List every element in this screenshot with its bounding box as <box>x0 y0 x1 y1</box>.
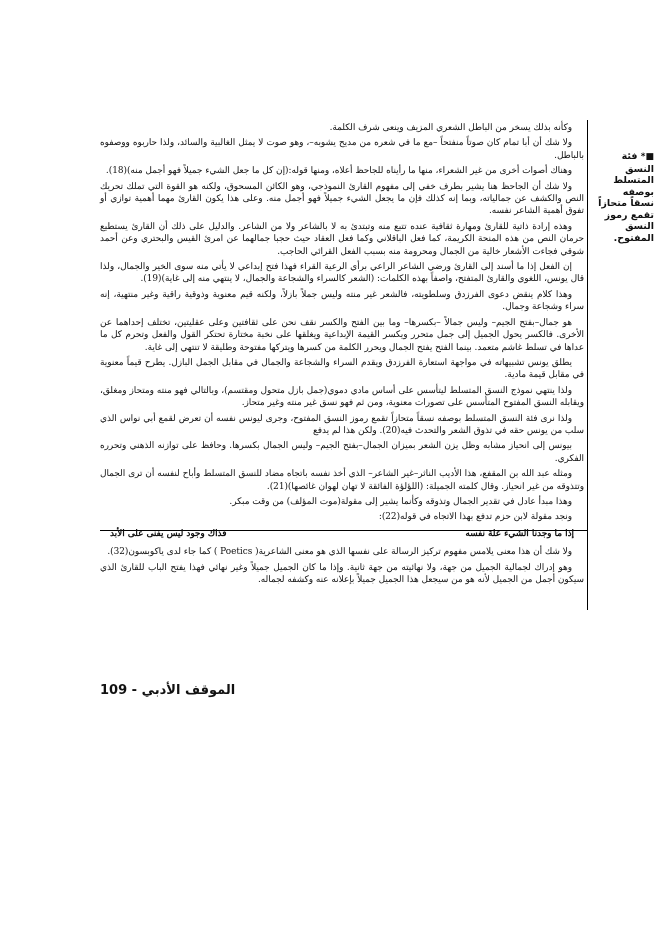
paragraph: ولذا نرى فئة النسق المتسلط بوصفه نسقاً متحازاً تقمع رموز النسق المفتوح، وجرى ليونس نفسه أن تعرض لقمع أبي نواس الذي سلب من يونس حقه في تذوق الشعر والتحدث فيه(20). ولكن هذا لم يدفع <box>100 413 584 436</box>
paragraph: ولا شك أن هذا معنى يلامس مفهوم تركيز الرسالة على نفسها الذي هو معنى الشاعرية( Poetics ) كما جاء لدى ياكوبسون(32). <box>107 547 572 558</box>
paragraph: ولا شك أن الجاحظ هنا يشير بطرف خفي إلى مفهوم القارئ النموذجي، وهو الكائن المسحوق، ولكنه هو القوة التي تملك تحريك النص والكشف عن جمالياته، وبما إنه كذلك فإن ما يجعل الشيء جميلاً فهو أجمل منه. وعلى هذا يكون القارئ مهما أهمية توازي أو تفوق أهمية الشاعر نفسه. <box>100 181 584 217</box>
paragraph: إن الفعل إذا ما أسند إلى القارئ ورضي الشاعر الراعي برأي الرعية القراء فهذا فتح إبداعي لا يأتي منه سوى الخير والجمال، ولذا قال يونس، اللغوي والقارئ المتفتح، واصفاً بهذه الكلمات: (الشعر كالسراء والشجاعة والجمال، لا ينتهي منه إلى غاية)(19). <box>100 262 584 285</box>
journal-name: الموقف الأدبي <box>141 683 236 698</box>
sidebar-text: فئة النسق المتسلط بوصفه نسقاً متحازاً تقمع رموز النسق المفتوح. <box>598 151 654 244</box>
paragraph: وهذا كلام ينقض دعوى الفرزدق وسلطويته، فالشعر غير منته وليس جملاً بازلاً، ولكنه قيم معنوية وذوقية راقية وغير منتهية، إنه سراء وشجاعة وجمال. <box>100 289 584 313</box>
paragraph: ونجد مقولة لابن حزم تدفع بهذا الاتجاه في قوله(22): <box>378 512 572 523</box>
paragraph: وكأنه بذلك يسخر من الباطل الشعري المزيف وينعى شرف الكلمة. <box>329 123 572 133</box>
page-number: 109 <box>100 683 128 698</box>
article-body <box>100 122 584 589</box>
footer-separator: - <box>127 683 142 698</box>
sidebar-note <box>596 151 654 244</box>
paragraph: ولا شك أن أبا تمام كان صوتاً منفتحاً –مع ما في شعره من مديح يشوبه–، وهو صوت لا يمثل الغالبية والسائد، ولذا حاربوه ووصفوه بالباطل. <box>100 138 584 161</box>
paragraph: وهناك أصوات أخرى من غير الشعراء، منها ما رأيناه للجاحظ أعلاه، ومنها قوله:(إن كل ما جعل الشيء جميلاً فهو أجمل منه)(18). <box>105 166 572 177</box>
paragraph: ومثله عبد الله بن المقفع، هذا الأديب الناثر–غير الشاعر– الذي أخذ نفسه باتجاه مضاد للنسق المتسلط وأباح لنفسه أن ترى الجمال وتتذوقه من غير انحياز. وقال كلمته الجميلة: (اللؤلؤة الفائقة لا تهان لهوان غائصها)(21). <box>100 469 584 492</box>
page-footer <box>100 683 235 698</box>
bullet-marker: ■* <box>640 152 654 162</box>
paragraph: وهذه إرادة ذاتية للقارئ ومهارة ثقافية عنده تتبع منه وتبتدئ به لا بالشاعر ولا من الشاعر. والدليل على ذلك أن القارئ يستطيع حرمان النص من هذه المنحة الكريمة، كما فعل الباقلاني وكما فعل العقاد حيث حجبا جمالهما عن امرئ القيس والبحتري وعن أحمد شوقي فجاءت الأشعار خالية من الجمال ومحرومة منه بسبب الفعل القرائي الحاجب. <box>100 221 584 257</box>
paragraph: وهو إدراك لجمالية الجميل من جهة، ولا نهائيته من جهة ثانية. وإذا ما كان الجميل جميلاً وغير نهائي فهذا يفتح الباب للقارئ الذي سيكون أجمل من الجميل لأنه هو من سيجعل هذا الجميل جميلاً بإعلانه عنه وكشفه لجماله. <box>100 562 584 585</box>
verse-hemistich-second: فذاك وجود ليس يفنى على الأبد <box>110 528 227 539</box>
paragraph: هو جمال–بفتح الجيم– وليس جمالاً –بكسرها– وما بين الفتح والكسر نقف نحن على ثقافتين وعلى عقليتين، تختلف إحداهما عن الأخرى. فالكسر يحول الجميل إلى جمل متحرر ويكسر القيمة الإبداعية ويغلقها على نخبة مختارة تحتكر القول والفعل وتحرم كل ما عداها في تسلط غاشم متعمد. بينما الفتح يفتح الجمال ويحرر الكلمة من كسرها ويتركها مفتوحة وطليقة لا تنتهي إلى غاية. <box>100 317 584 353</box>
verse-hemistich-first: إذا ما وجدنا الشيء علة نفسه <box>465 528 574 539</box>
vertical-rule <box>587 120 588 610</box>
paragraph: بيونس إلى انحياز مشابه وظل يزن الشعر بميزان الجمال–بفتح الجيم– وليس الجمال بكسرها. وحافظ على توازنه الذهني وتحرره الفكري. <box>100 441 584 464</box>
poem-verse <box>100 528 584 540</box>
paragraph: وهذا مبدأ عادل في تقدير الجمال وتذوقه وكأنما يشير إلى مقولة(موت المؤلف) من وقت مبكر. <box>229 496 572 507</box>
paragraph: يطلق يونس تشبيهاته في مواجهة استعارة الفرزدق ويقدم السراء والشجاعة والجمال في مقابل الجمل البازل. يطرح قيماً معنوية في مقابل قيمة مادية. <box>100 357 584 381</box>
paragraph: ولذا ينتهي نموذج النسق المتسلط ليتأسس على أساس مادي دموي(جمل بازل متحول ومقتسم)، وبالتالي فهو منته ومتحاز ومغلق، ويقابله النسق المفتوح المتأسس على تصورات معنوية، ومن ثم فهو نسق غير منته وغير متحاز. <box>100 385 584 409</box>
